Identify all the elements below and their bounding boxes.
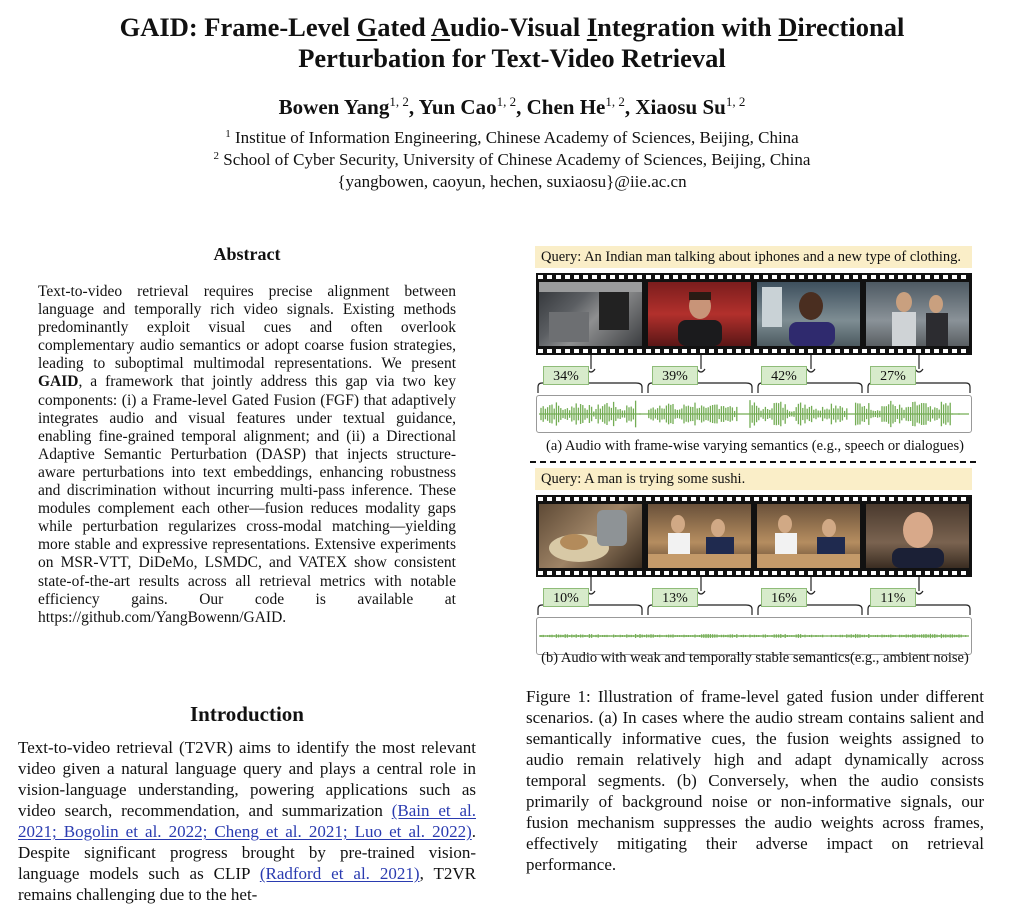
affiliation-mark: 2 <box>213 150 220 162</box>
audio-weight-b-2: 13% <box>652 588 698 607</box>
audio-weight-a-2: 39% <box>652 366 698 385</box>
abstract-text <box>38 283 456 627</box>
audio-weight-a-4: 27% <box>870 366 916 385</box>
title-part: irectional <box>797 12 905 42</box>
author-name: Bowen Yang <box>278 95 390 119</box>
affiliation-line <box>0 171 1024 193</box>
author-list: Bowen Yang$^{1, 2}$, Yun Cao$^{1, 2}$, Chen He$^{1, 2}$, Xiaosu Su$^{1, 2}$ <box>278 94 746 119</box>
text-segment: , a framework that jointly address this gap via two key components: (i) a Frame-level Gated Fusion (FGF) that adaptively integrates audio and visual features under textual guidance, enabling fine-grained temporal alignment; and (ii) a Directional Adaptive Semantic Perturbation (DASP) that injects structure-aware perturbations into text embeddings, enhancing robustness and discrimination without incurring multi-pass inference. These modules complement each other—fusion reduces modality gaps while perturbation regularizes cross-modal matching—yielding more stable and expressive representations. Extensive experiments on MSR-VTT, DiDeMo, LSMDC, and VATEX show consistent state-of-the-art results across all retrieval metrics with notable efficiency gains. Our code is available at https://github.com/YangBowenn/GAID. <box>38 373 456 626</box>
waveform-speech <box>537 396 971 432</box>
filmstrip-a <box>536 273 972 355</box>
video-frame-sushi-closeup <box>539 504 642 568</box>
title-part: Perturbation for Text-Video Retrieval <box>298 43 726 73</box>
video-frame-man-red-background <box>648 282 751 346</box>
affiliation-text: Institue of Information Engineering, Chinese Academy of Sciences, Beijing, China <box>235 128 799 147</box>
figure-caption: Figure 1: Illustration of frame-level gated fusion under different scenarios. (a) In cases where the audio stream contains salient and semantically informative cues, the fusion weights assigned to audio remain relatively high and adapt dynamically across temporal segments. (b) Conversely, when the audio consists primarily of background noise or non-informative signals, our fusion mechanism suppresses the audio weights across frames, effectively mitigating their adverse impact on retrieval performance. <box>526 687 984 874</box>
waveform-ambient <box>537 618 971 654</box>
introduction-heading: Introduction <box>190 702 304 726</box>
text-segment: Text-to-video retrieval requires precise alignment between language and temporally rich video signals. Existing methods predominantly exploit visual cues and often overlook complementary audio semantics or adopt coarse fusion strategies, leading to suboptimal multimodal representations. We present <box>38 283 456 373</box>
audio-weight-a-1: 34% <box>543 366 589 385</box>
title-part: GAID: Frame-Level <box>119 12 357 42</box>
citation-link[interactable]: (Radford et al. 2021) <box>259 864 420 883</box>
affiliation-text: School of Cyber Security, University of Chinese Academy of Sciences, Beijing, China <box>223 150 811 169</box>
subfigure-caption-b: (b) Audio with weak and temporally stable semantics(e.g., ambient noise) <box>541 650 969 666</box>
title-part: udio-Visual <box>450 12 587 42</box>
filmstrip-b <box>536 495 972 577</box>
video-frame-sushi-bar-2 <box>757 504 860 568</box>
text-segment: , T2VR remains challenging due to the het- <box>18 864 476 904</box>
video-frame-man-portrait <box>866 504 969 568</box>
affiliation-mark: 1 <box>225 128 231 140</box>
subfigure-caption-a: (a) Audio with frame-wise varying semantics (e.g., speech or dialogues) <box>546 438 964 454</box>
title-part: A <box>430 12 451 42</box>
figure-query-b: Query: A man is trying some sushi. <box>535 468 972 490</box>
affiliations <box>0 127 1024 193</box>
title-part: ntegration with <box>597 12 779 42</box>
video-frame-man-store <box>757 282 860 346</box>
affiliation-line <box>0 127 1024 149</box>
audio-waveform-a <box>536 395 972 433</box>
video-frame-sushi-bar-1 <box>648 504 751 568</box>
emphasis-text: GAID <box>38 373 79 391</box>
author-affiliation-mark: 1, 2 <box>725 94 746 109</box>
affiliation-text: {yangbowen, caoyun, hechen, suxiaosu}@iie.ac.cn <box>337 172 687 191</box>
audio-weight-b-3: 16% <box>761 588 807 607</box>
author-affiliation-mark: 1, 2 <box>389 94 409 109</box>
video-frame-group-people <box>866 282 969 346</box>
author-name: Chen He <box>526 95 606 119</box>
paper-title <box>40 12 984 74</box>
panel-divider <box>530 461 976 463</box>
abstract-heading: Abstract <box>213 244 281 264</box>
affiliation-line <box>0 149 1024 171</box>
title-part: G <box>356 12 378 42</box>
text-segment: Text-to-video retrieval (T2VR) aims to identify the most relevant video given a natural language query and plays a central role in vision-language understanding, powering applications such as video search, recommendation, and summarization <box>18 738 476 820</box>
title-part: I <box>586 12 598 42</box>
introduction-text <box>18 737 476 905</box>
author-affiliation-mark: 1, 2 <box>496 94 517 109</box>
video-frame-car-interior <box>539 282 642 346</box>
audio-weight-a-3: 42% <box>761 366 807 385</box>
author-name: Yun Cao <box>418 95 497 119</box>
figure-query-a: Query: An Indian man talking about iphones and a new type of clothing. <box>535 246 972 268</box>
audio-weight-b-4: 11% <box>870 588 916 607</box>
title-part: D <box>778 12 798 42</box>
author-name: Xiaosu Su <box>635 95 726 119</box>
author-affiliation-mark: 1, 2 <box>605 94 625 109</box>
text-segment: . Despite significant progress brought by pre-trained vision-language models such as CLIP <box>18 822 476 883</box>
title-part: ated <box>377 12 431 42</box>
audio-weight-b-1: 10% <box>543 588 589 607</box>
citation-link[interactable]: (Bain et al. 2021; Bogolin et al. 2022; Cheng et al. 2021; Luo et al. 2022) <box>18 801 476 841</box>
